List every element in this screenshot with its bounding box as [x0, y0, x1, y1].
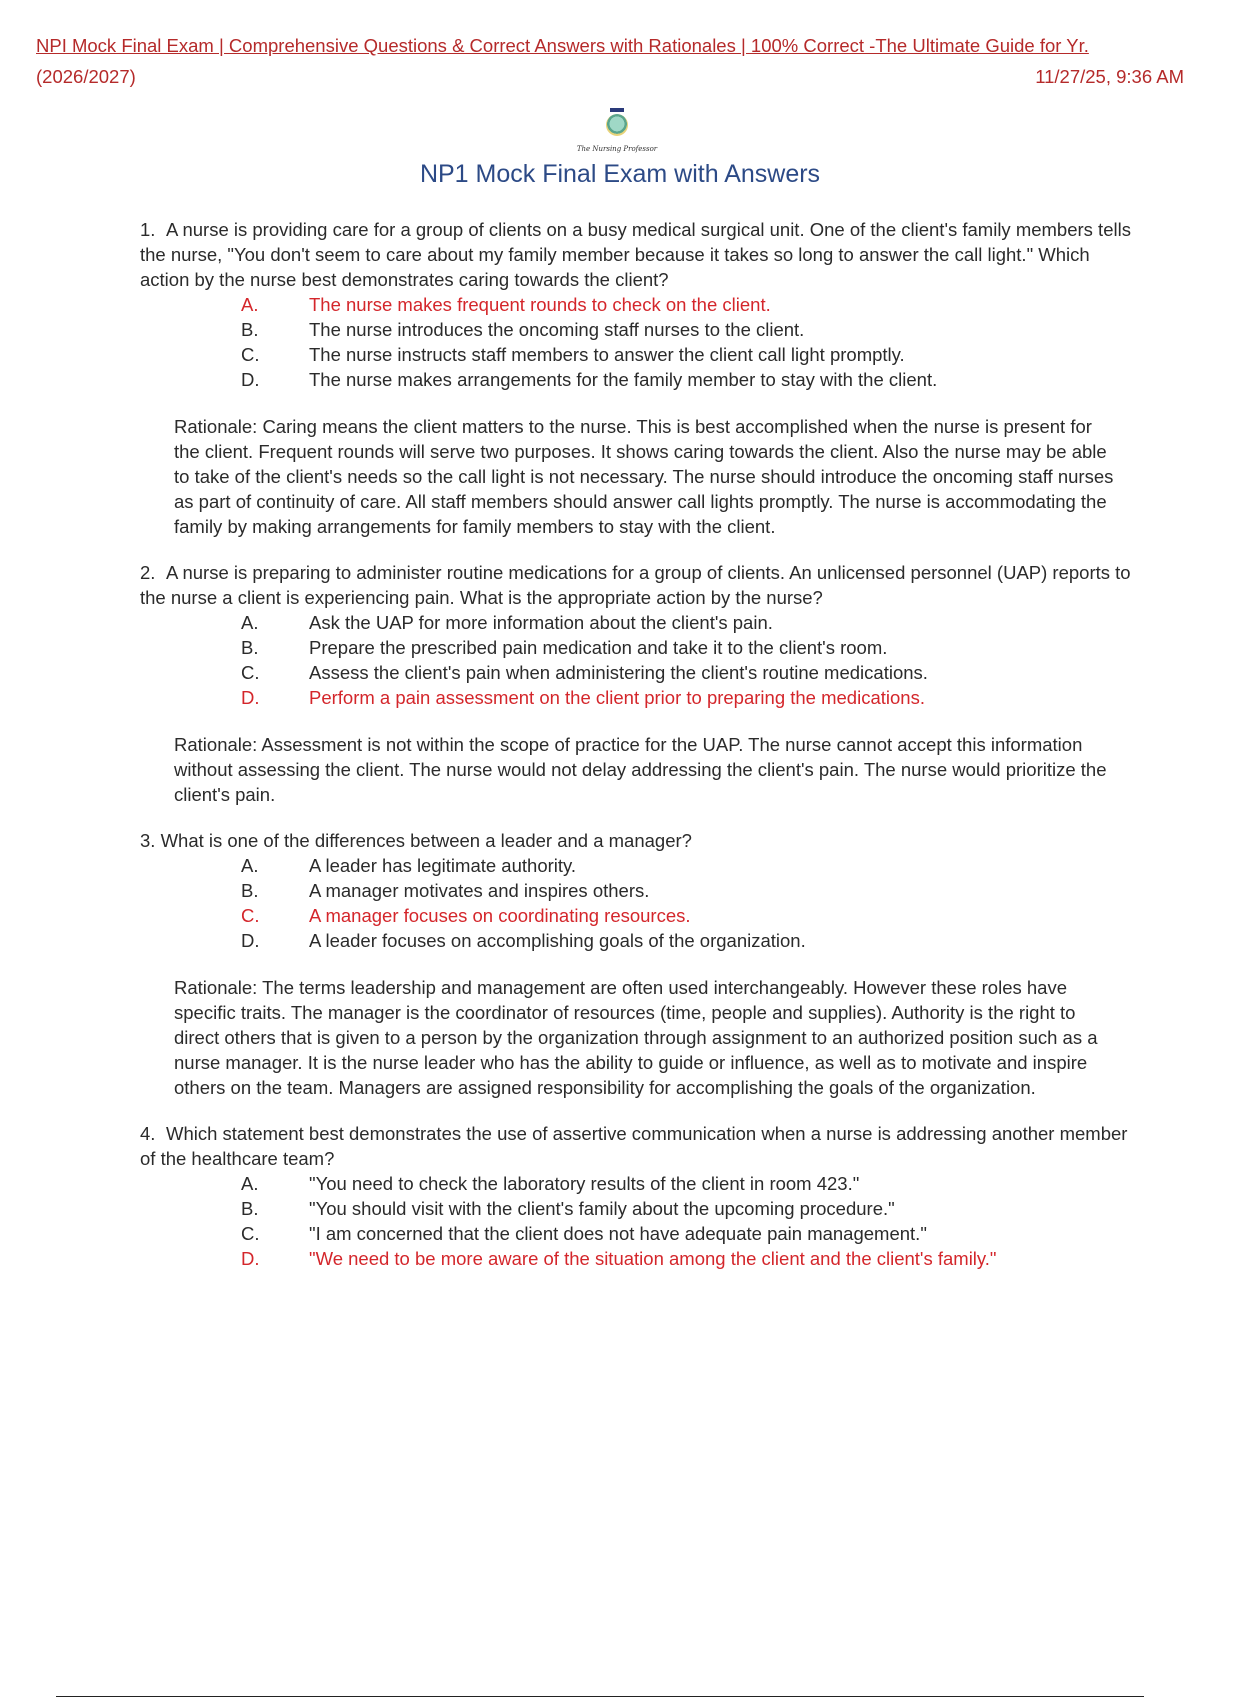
rationale-text: Rationale: The terms leadership and management are often used interchangeably. However these roles have specific traits. The manager is the coordinator of resources (time, people and supplies). Authority is the right to direct others that is given to a person by the organization through assignment to an authorized position such as a nurse manager. It is the nurse leader who has the ability to guide or influence, as well as to motivate and inspire others on the team. Managers are assigned responsibility for accomplishing the goals of the organization.: [174, 977, 1098, 1098]
question-number: 4.: [140, 1123, 156, 1144]
answer-option: C. The nurse instructs staff members to answer the client call light promptly.: [241, 344, 905, 365]
answer-option-correct: A. The nurse makes frequent rounds to check on the client.: [241, 294, 771, 315]
question-text: 3. What is one of the differences between a leader and a manager?: [140, 830, 692, 851]
answer-option: B. The nurse introduces the oncoming staff nurses to the client.: [241, 319, 805, 340]
answer-option: C. Assess the client's pain when administering the client's routine medications.: [241, 662, 928, 683]
print-timestamp: 11/27/25, 9:36 AM: [1035, 66, 1184, 87]
answer-option: B. A manager motivates and inspires others.: [241, 880, 650, 901]
footer-divider: [56, 1696, 1144, 1697]
answer-option-truncated: D. "We need to be more aware of the situation among the client and the client's family.": [241, 1248, 997, 1269]
answer-option: B. "You should visit with the client's family about the upcoming procedure.": [241, 1198, 895, 1219]
graduation-cap-icon: [610, 108, 624, 112]
answer-option-correct: D. Perform a pain assessment on the client prior to preparing the medications.: [241, 687, 925, 708]
rationale-text: Rationale: Caring means the client matters to the nurse. This is best accomplished when the nurse is present for the client. Frequent rounds will serve two purposes. It shows caring towards the client. Also the nurse may be able to take of the client's needs so the call light is not necessary. The nurse should introduce the oncoming staff nurses as part of continuity of care. All staff members should answer call lights promptly. The nurse is accommodating the family by making arrangements for family members to stay with the client.: [174, 416, 1114, 537]
answer-option: A. "You need to check the laboratory results of the client in room 423.": [241, 1173, 860, 1194]
question-number: 3.: [140, 830, 156, 851]
answer-option: D. A leader focuses on accomplishing goals of the organization.: [241, 930, 806, 951]
exam-content: [140, 217, 1140, 1276]
rationale-text: Rationale: Assessment is not within the scope of practice for the UAP. The nurse cannot accept this information without assessing the client. The nurse would not delay addressing the client's pain. The nurse would prioritize the client's pain.: [174, 734, 1107, 805]
document-header-title: NPI Mock Final Exam | Comprehensive Questions & Correct Answers with Rationales | 100% Correct -The Ultimate Guide for Yr.: [36, 35, 1089, 56]
answer-option: A. Ask the UAP for more information about the client's pain.: [241, 612, 773, 633]
page-title: NP1 Mock Final Exam with Answers: [419, 160, 821, 188]
question-1: [140, 217, 1140, 539]
answer-option-correct: C. A manager focuses on coordinating resources.: [241, 905, 691, 926]
question-text: 1. A nurse is providing care for a group of clients on a busy medical surgical unit. One of the client's family members tells the nurse, "You don't seem to care about my family member because it takes so long to answer the call light." Which action by the nurse best demonstrates caring towards the client?: [140, 219, 1131, 290]
question-2: [140, 560, 1140, 807]
question-text: 4. Which statement best demonstrates the use of assertive communication when a nurse is addressing another member of the healthcare team?: [140, 1123, 1128, 1169]
answer-option: D. The nurse makes arrangements for the family member to stay with the client.: [241, 369, 938, 390]
question-text: 2. A nurse is preparing to administer routine medications for a group of clients. An unlicensed personnel (UAP) reports to the nurse a client is experiencing pain. What is the appropriate action by the nurse?: [140, 562, 1131, 608]
answer-option: B. Prepare the prescribed pain medication and take it to the client's room.: [241, 637, 888, 658]
answer-option: A. A leader has legitimate authority.: [241, 855, 577, 876]
question-number: 2.: [140, 562, 156, 583]
question-number: 1.: [140, 219, 156, 240]
answer-option: C. "I am concerned that the client does not have adequate pain management.": [241, 1223, 927, 1244]
question-4: [140, 1121, 1140, 1269]
document-header-year: (2026/2027): [36, 66, 136, 87]
logo-tagline: The Nursing Professor: [576, 145, 658, 153]
logo-emblem-icon: [606, 114, 628, 136]
question-3: [140, 828, 1140, 1100]
